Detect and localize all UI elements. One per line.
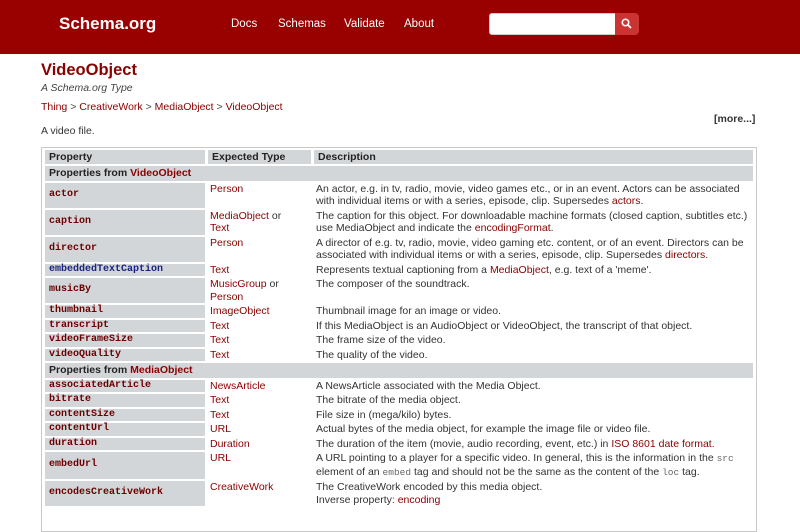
table-row (45, 278, 753, 303)
property-name[interactable]: associatedArticle (45, 380, 205, 393)
expected-type (208, 380, 311, 393)
table-row (45, 210, 753, 235)
search-icon (621, 18, 632, 29)
desc-text: Thumbnail image for an image or video. (316, 305, 502, 317)
property-description (314, 278, 753, 303)
table-row (45, 183, 753, 208)
expected-type (208, 264, 311, 277)
property-name[interactable]: duration (45, 438, 205, 451)
type-link[interactable]: Duration (210, 437, 250, 450)
expected-type (208, 481, 311, 506)
breadcrumb-sep: > (145, 101, 152, 113)
table-header-row (45, 150, 753, 164)
or-separator: or (266, 278, 279, 290)
type-link[interactable]: MediaObject (210, 209, 269, 222)
table-row (45, 438, 753, 451)
property-description (314, 394, 753, 407)
table-row (45, 481, 753, 506)
expected-type (208, 409, 311, 422)
table-row (45, 264, 753, 277)
type-link[interactable]: Person (210, 182, 244, 195)
desc-text: The bitrate of the media object. (316, 394, 461, 406)
expected-type (208, 438, 311, 451)
breadcrumb-sep: > (216, 101, 223, 113)
type-link[interactable]: Text (210, 408, 230, 421)
type-link[interactable]: Text (210, 222, 230, 234)
type-link[interactable]: Text (210, 394, 230, 406)
section-heading (45, 166, 753, 181)
property-description (314, 210, 753, 235)
property-name[interactable]: videoFrameSize (45, 334, 205, 347)
nav-docs[interactable]: Docs (231, 18, 258, 30)
desc-text: . (550, 222, 554, 234)
property-name[interactable]: thumbnail (45, 305, 205, 318)
code-token: src (716, 453, 734, 464)
header-description: Description (314, 150, 753, 164)
site-header (0, 0, 800, 54)
property-description (314, 334, 753, 347)
table-row (45, 423, 753, 436)
type-link[interactable]: URL (210, 452, 232, 464)
type-link[interactable]: Text (210, 319, 230, 332)
type-link[interactable]: Person (210, 236, 244, 249)
desc-text: tag and should not be the same as the content of the (411, 465, 663, 478)
desc-text: A URL pointing to a player for a specific video. In general, this is the information in the (316, 452, 717, 464)
desc-text: tag. (679, 465, 700, 478)
property-description (314, 320, 753, 333)
expected-type (208, 237, 311, 262)
nav-schemas[interactable]: Schemas (278, 18, 326, 30)
desc-text: An actor, e.g. in tv, radio, movie, video games etc., or in an event. Actors can be associated with individual items or with a series, episode, clip. Supersedes (316, 182, 740, 207)
type-link[interactable]: CreativeWork (210, 481, 274, 493)
table-row (45, 452, 753, 479)
section-row (45, 363, 753, 378)
desc-text: File size in (mega/kilo) bytes. (316, 408, 452, 421)
type-link[interactable]: NewsArticle (210, 379, 266, 392)
property-name[interactable]: caption (45, 210, 205, 235)
properties-table-wrap (41, 147, 757, 532)
page-subtitle: A Schema.org Type (41, 82, 133, 94)
desc-text: Actual bytes of the media object, for example the image file or video file. (316, 423, 651, 435)
breadcrumb (41, 101, 283, 113)
breadcrumb-thing[interactable]: Thing (41, 101, 68, 113)
table-row (45, 380, 753, 393)
table-row (45, 305, 753, 318)
desc-text: The CreativeWork encoded by this media object. (316, 481, 543, 493)
desc-text: If this MediaObject is an AudioObject or VideoObject, the transcript of that object. (316, 319, 693, 332)
type-link[interactable]: Person (210, 290, 244, 303)
property-description (314, 183, 753, 208)
table-row (45, 237, 753, 262)
property-name[interactable]: encodesCreativeWork (45, 481, 205, 506)
desc-text: The caption for this object. For downloadable machine formats (closed caption, subtitles etc.) use MediaObject and indicate the (316, 209, 748, 234)
desc-text: Represents textual captioning from a (316, 263, 490, 276)
desc-link[interactable]: MediaObject (489, 263, 549, 276)
property-description (314, 380, 753, 393)
desc-text: Inverse property: (316, 493, 398, 506)
type-description: A video file. (41, 125, 95, 137)
property-description (314, 409, 753, 422)
expected-type (208, 305, 311, 318)
property-name[interactable]: director (45, 237, 205, 262)
breadcrumb-videoobject[interactable]: VideoObject (225, 101, 283, 113)
type-link[interactable]: Text (210, 348, 230, 361)
property-name[interactable]: videoQuality (45, 349, 205, 362)
type-link[interactable]: MusicGroup (210, 278, 267, 290)
type-link[interactable]: URL (210, 423, 232, 435)
desc-text: . (640, 195, 644, 207)
desc-link[interactable]: encodingFormat (474, 222, 551, 234)
expected-type (208, 210, 311, 235)
desc-text: A director of e.g. tv, radio, movie, video gaming etc. content, or of an event. Directors can be associated with individual items or with a series, episode, clip. Supersedes (316, 236, 744, 261)
expected-type (208, 183, 311, 208)
section-prefix: Properties from (49, 364, 131, 376)
expected-type (208, 278, 311, 303)
table-row (45, 334, 753, 347)
property-description (314, 305, 753, 318)
property-name[interactable]: contentUrl (45, 423, 205, 436)
expected-type (208, 349, 311, 362)
search-box (489, 13, 639, 35)
desc-link[interactable]: directors (665, 249, 706, 261)
desc-text: The duration of the item (movie, audio recording, event, etc.) in (316, 437, 612, 450)
nav-about[interactable]: About (404, 18, 435, 30)
desc-text: The frame size of the video. (316, 334, 446, 346)
search-button[interactable] (615, 13, 639, 35)
search-input[interactable] (489, 13, 618, 35)
property-name[interactable]: actor (45, 183, 205, 208)
table-row (45, 409, 753, 422)
section-row (45, 166, 753, 181)
section-prefix: Properties from (49, 167, 131, 179)
desc-text: The composer of the soundtrack. (316, 278, 470, 290)
site-logo[interactable]: Schema.org (59, 14, 157, 33)
page-title: VideoObject (41, 61, 137, 79)
desc-text: . (711, 437, 715, 450)
property-description (314, 349, 753, 362)
property-name[interactable]: contentSize (45, 409, 205, 422)
section-type-link[interactable]: MediaObject (130, 364, 193, 376)
property-name[interactable]: bitrate (45, 394, 205, 407)
desc-text: A NewsArticle associated with the Media Object. (316, 379, 541, 392)
desc-link[interactable]: encoding (397, 493, 441, 506)
property-description (314, 264, 753, 277)
property-name[interactable]: musicBy (45, 278, 205, 303)
desc-text: The quality of the video. (316, 348, 428, 361)
desc-text: , e.g. text of a 'meme'. (548, 263, 652, 276)
type-link[interactable]: Text (210, 334, 230, 346)
more-link[interactable]: [more...] (714, 113, 756, 125)
expected-type (208, 452, 311, 479)
table-row (45, 349, 753, 362)
section-heading (45, 363, 753, 378)
section-type-link[interactable]: VideoObject (130, 167, 192, 179)
nav-validate[interactable]: Validate (344, 18, 385, 30)
code-token: loc (662, 466, 680, 478)
property-name[interactable]: embeddedTextCaption (45, 264, 205, 277)
expected-type (208, 394, 311, 407)
property-description (314, 452, 753, 479)
property-description (314, 423, 753, 436)
expected-type (208, 320, 311, 333)
header-property: Property (45, 150, 205, 164)
type-link[interactable]: ImageObject (210, 305, 270, 317)
expected-type (208, 423, 311, 436)
desc-link[interactable]: ISO 8601 date format (611, 437, 712, 450)
header-expected-type: Expected Type (208, 150, 311, 164)
property-name[interactable]: transcript (45, 320, 205, 333)
property-name[interactable]: embedUrl (45, 452, 205, 479)
code-token: embed (382, 466, 412, 478)
desc-link[interactable]: actors (611, 195, 641, 207)
table-row (45, 394, 753, 407)
property-description (314, 237, 753, 262)
property-description (314, 438, 753, 451)
breadcrumb-creativework[interactable]: CreativeWork (79, 101, 143, 113)
table-row (45, 320, 753, 333)
desc-text: . (705, 249, 709, 261)
breadcrumb-sep: > (70, 101, 77, 113)
property-description (314, 481, 753, 506)
breadcrumb-mediaobject[interactable]: MediaObject (154, 101, 214, 113)
desc-text: element of an (316, 465, 383, 478)
or-separator: or (268, 209, 282, 222)
type-link[interactable]: Text (210, 263, 230, 276)
properties-table (42, 148, 756, 508)
expected-type (208, 334, 311, 347)
